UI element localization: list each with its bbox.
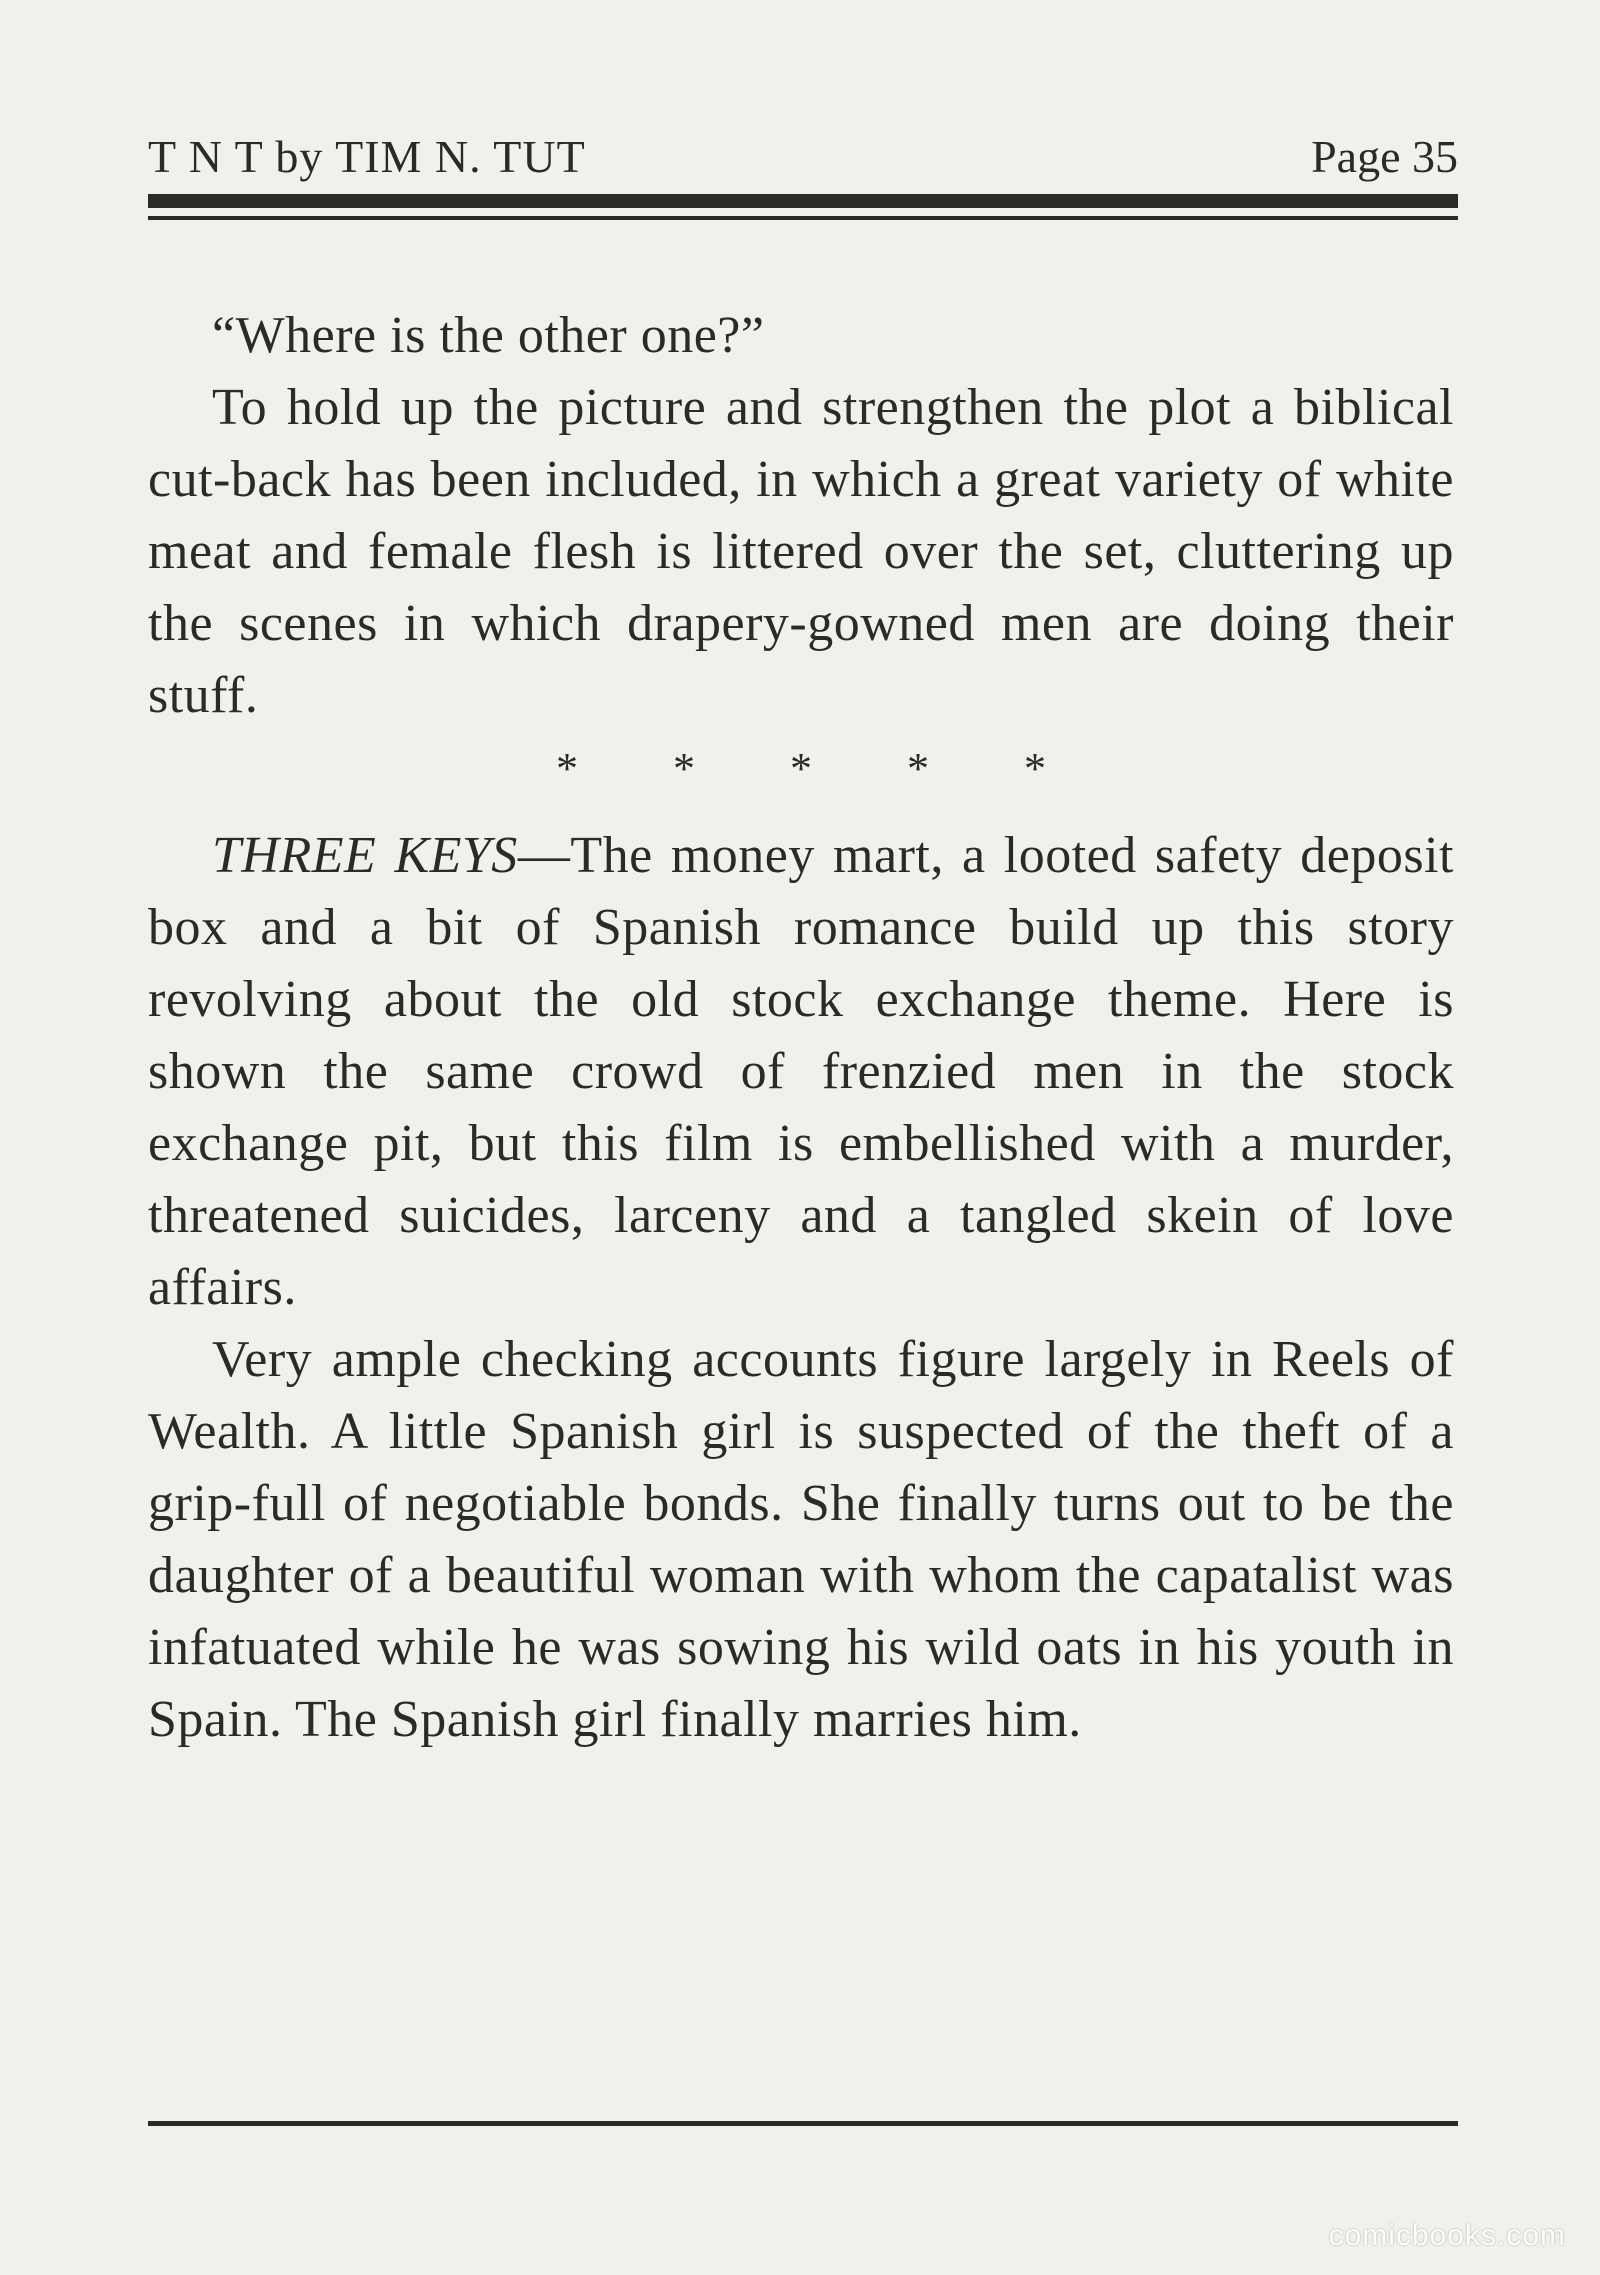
separator-spacer	[148, 810, 1454, 820]
paragraph-three-keys-text: —The money mart, a looted safety deposit box and a bit of Spanish romance build up this story revolving about the old stock exchange theme. Here is shown the same crowd of frenzied men in the stock exchange pit, but this film is embellished with a murder, threatened suicides, larceny and a tangled skein of love affairs.	[148, 827, 1454, 1316]
article-body	[148, 300, 1454, 1756]
paragraph-quote: “Where is the other one?”	[212, 307, 765, 364]
paragraph-reels-of-wealth: Very ample checking accounts figure largely in Reels of Wealth. A little Spanish girl is suspected of the theft of a grip-full of negotiable bonds. She finally turns out to be the daughter of a beautiful woman with whom the capatalist was infatuated while he was sowing his wild oats in his youth in Spain. The Spanish girl finally marries him.	[148, 1331, 1454, 1748]
section-separator: * * * * *	[556, 744, 1088, 793]
watermark: comicbooks.com	[1328, 2219, 1566, 2252]
running-title: T N T by TIM N. TUT	[148, 131, 586, 182]
page-header	[148, 130, 1458, 184]
paragraph-three-keys	[148, 820, 1454, 1324]
film-title: THREE KEYS	[212, 827, 518, 884]
page-number: Page 35	[1311, 131, 1458, 182]
paragraph-biblical-cutback: To hold up the picture and strengthen the plot a biblical cut-back has been included, in which a great variety of white meat and female flesh is littered over the set, cluttering up the scenes in which drapery-gowned men are doing their stuff.	[148, 379, 1454, 724]
footer-rule	[148, 2121, 1458, 2126]
header-rule-thin	[148, 216, 1458, 220]
header-rule-thick	[148, 194, 1458, 208]
